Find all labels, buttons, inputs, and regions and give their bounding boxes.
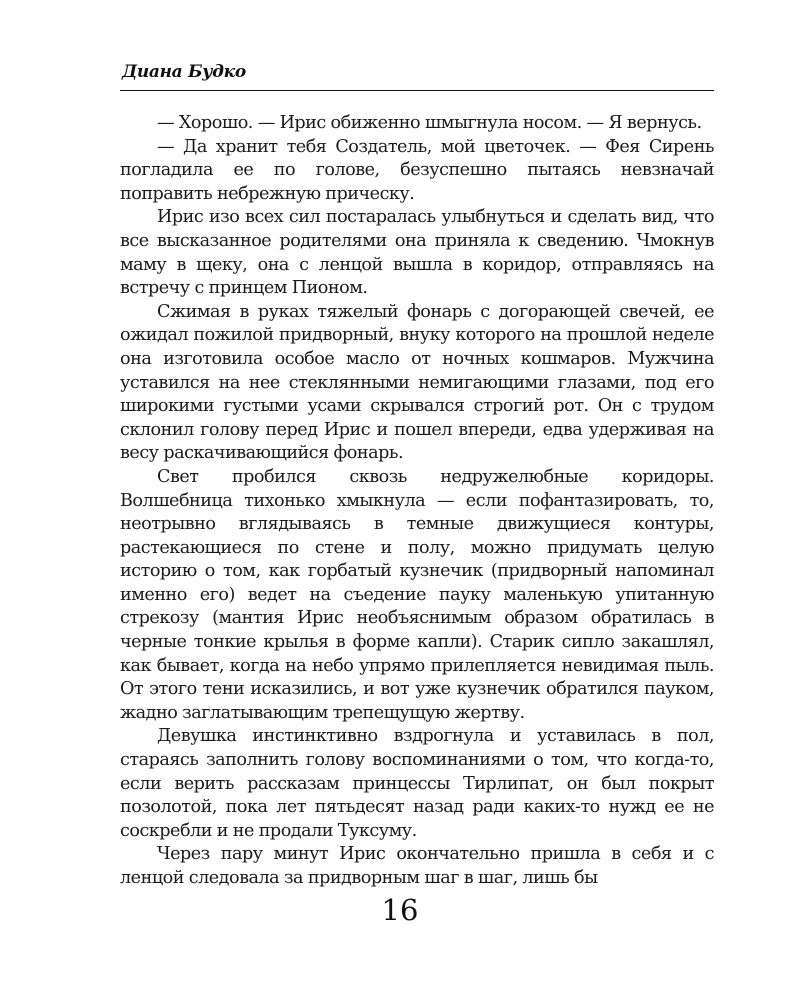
- paragraph: Ирис изо всех сил постаралась улыбнуться и сделать вид, что все высказанное родителями она приняла к сведению. Чмокнув маму в щеку, она с ленцой вышла в коридор, отправляясь на встречу с принцем Пионом.: [120, 207, 714, 299]
- paragraph: — Да хранит тебя Создатель, мой цветочек. — Фея Сирень погладила ее по голове, безуспешно пытаясь невзначай поправить небрежную прическу.: [120, 136, 714, 204]
- paragraph: Сжимая в руках тяжелый фонарь с догорающей свечей, ее ожидал пожилой придворный, внуку которого на прошлой неделе она изготовила особое масло от ночных кошмаров. Мужчина уставился на нее стеклянными немигающими глазами, под его широкими густыми усами скрывался строгий рот. Он с трудом склонил голову перед Ирис и пошел впереди, едва удерживая на весу раскачивающийся фонарь.: [120, 301, 714, 464]
- running-head-author: Диана Будко: [122, 62, 246, 82]
- paragraph-last: Через пару минут Ирис окончательно пришла в себя и с ленцой следовала за придворным шаг в шаг, лишь бы: [120, 844, 714, 888]
- page-number: 16: [381, 893, 419, 927]
- body-text: [120, 112, 714, 891]
- paragraph: — Хорошо. — Ирис обиженно шмыгнула носом. — Я вернусь.: [157, 113, 702, 133]
- paragraph: Свет пробился сквозь недружелюбные коридоры. Волшебница тихонько хмыкнула — если пофантазировать, то, неотрывно вглядываясь в темные движущиеся контуры, растекающиеся по стене и полу, можно придумать целую историю о том, как горбатый кузнечик (придворный напоминал именно его) ведет на съедение пауку маленькую упитанную стрекозу (мантия Ирис необъяснимым образом обратилась в черные тонкие крылья в форме капли). Старик сипло закашлял, как бывает, когда на небо упрямо прилепляется невидимая пыль. От этого тени исказились, и вот уже кузнечик обратился пауком, жадно заглатывающим трепещущую жертву.: [120, 466, 714, 723]
- paragraph: Девушка инстинктивно вздрогнула и уставилась в пол, стараясь заполнить голову воспоминаниями о том, что когда-то, если верить рассказам принцессы Тирлипат, он был покрыт позолотой, пока лет пятьдесят назад ради каких-то нужд ее не соскребли и не продали Туксуму.: [120, 726, 714, 841]
- header-rule: [120, 90, 714, 91]
